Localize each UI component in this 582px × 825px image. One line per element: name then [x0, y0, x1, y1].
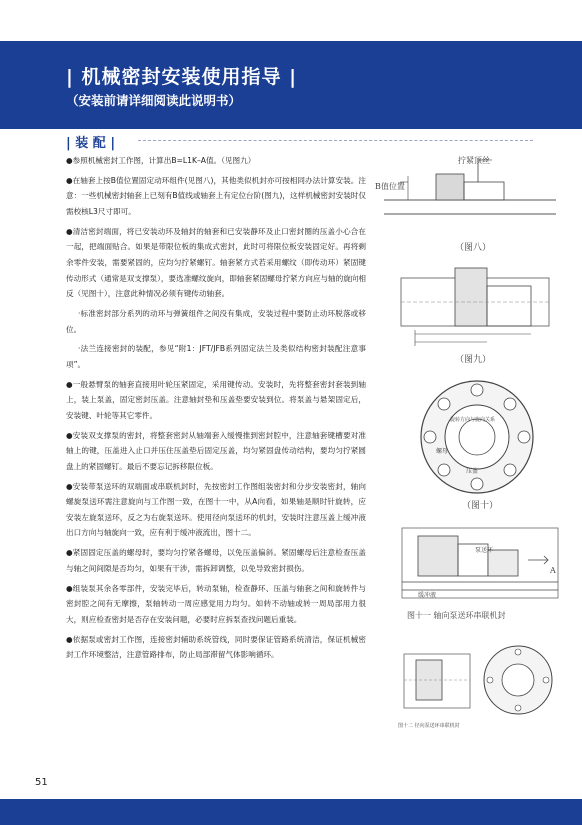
figure-11-label-fluid: 缓冲液	[418, 592, 437, 599]
figure-10-label-nut: 螺母	[436, 448, 449, 455]
figure-11-caption: 图十一 轴向泵送环串联机封	[407, 611, 506, 620]
figure-10-caption: （图十）	[462, 501, 499, 511]
figure-8-caption: （图八）	[455, 243, 492, 253]
figure-8-label-b: B值位置	[375, 182, 405, 191]
figure-12-drawing	[398, 640, 558, 720]
paragraph: ●清洁密封端面，将已安装动环及轴封的轴套和已安装静环及止口密封圈的压盖小心合在一起，把端面贴合。如果是带限位板的集成式密封，此时可将限位板安装固定好。再将剩余零件安装，需要紧固的，应均匀拧紧螺钉。轴套紧方式若采用螺纹（即传动环）紧固键传动形式（通常是双支撑泵），要选准螺纹旋向，即轴套紧固螺母拧紧方向应与轴的旋向相反（见图十），注意此种情况必须有键传动轴套。	[66, 226, 366, 299]
section-title: | 装 配 |	[66, 136, 116, 151]
paragraph: ●组装泵其余各零部件，安装完毕后，转动泵轴，检查静环、压盖与轴套之间和旋转件与密封腔之间有无摩擦，泵轴转动一周应感觉用力均匀。如转不动轴或转一周局部用力很大，则应检查密封是否存在安装问题，必要时应拆泵查找问题后重装。	[66, 583, 366, 624]
paragraph: ●安装双支撑泵的密封，将整套密封从轴端套入缓慢推到密封腔中，注意轴套键槽要对准轴上的键，压盖进入止口并压住压盖垫后固定压盖，均匀紧固盘传动结构，要均匀拧紧圆盘上的紧固螺钉。最后不要忘记拆移限位板。	[66, 430, 366, 471]
footer-band	[0, 799, 582, 825]
figure-12-caption: 图十二 径向泵送环串联机封	[398, 723, 460, 729]
paragraph: ●参照机械密封工作图，计算出B=L1K–A值。（见图九）	[66, 156, 256, 165]
paragraph: ●紧固固定压盖的螺母时，要均匀拧紧各螺母，以免压盖偏斜。紧固螺母后注意检查压盖与轴之间间隙是否均匀，如果有干涉，需拆卸调整，以免导致密封损伤。	[66, 548, 366, 573]
figure-10-drawing	[418, 378, 536, 496]
paragraph: ●依据泵或密封工作图，连接密封辅助系统管线，同时要保证管路系统清洁，保证机械密封工作环境整洁，注意管路排布，防止局部滞留气体影响循环。	[66, 634, 366, 660]
page-title: | 机械密封安装使用指导 |	[66, 66, 298, 88]
page-subtitle: （安装前请详细阅读此说明书）	[66, 93, 242, 108]
section-divider	[138, 140, 533, 141]
figure-8-label-screw: 拧紧顶丝	[458, 156, 490, 165]
figure-9-caption: （图九）	[455, 355, 492, 365]
instructions-column	[66, 153, 366, 667]
paragraph: ·法兰连接密封的装配，参见“附1：JFT/JFB系列固定法兰及类似结构密封装配注意事项”。	[66, 344, 366, 369]
page-number: 51	[35, 777, 48, 788]
figure-9-drawing	[395, 258, 555, 350]
figure-10-label-gland: 压盖	[466, 468, 479, 475]
paragraph: ●在轴套上按B值位置固定动环组件(见图八)，其他类似机封亦可按相同办法计算安装。注意：一些机械密封轴套上已刻有B值线或轴套上有定位台阶(图九)，这样机械密封安装时仅需校核L3尺寸即可。	[66, 175, 366, 216]
paragraph: ●一般悬臂泵的轴套直接用叶轮压紧固定，采用键传动。安装时，先将整套密封套装到轴上，装上泵盖，固定密封压盖。注意轴封垫和压盖垫要安装到位。将泵盖与悬架固定后，安装键、叶轮等其它零件。	[66, 379, 366, 420]
figure-11-label-ring: 泵送环	[475, 547, 494, 554]
figure-11-label-a: A	[550, 566, 556, 575]
paragraph: ·标准密封部分系列的动环与弹簧组件之间没有集成，安装过程中要防止动环脱落或移位。	[66, 308, 366, 334]
figure-10-label-rotation: 旋转方向与旋向关系	[450, 417, 496, 423]
paragraph: ●安装带泵送环的双端面或串联机封时，先按密封工作图组装密封和分步安装密封，轴向螺旋泵送环需注意旋向与工作图一致，在图十一中，从A向看，如果轴是顺时针旋转，应安装左旋泵送环，反之为右旋泵送环。使用径向泵送环的机封，安装时注意压盖上缓冲液出口方向与轴旋向一致，应有利于缓冲液流出，图十二。	[66, 481, 366, 538]
